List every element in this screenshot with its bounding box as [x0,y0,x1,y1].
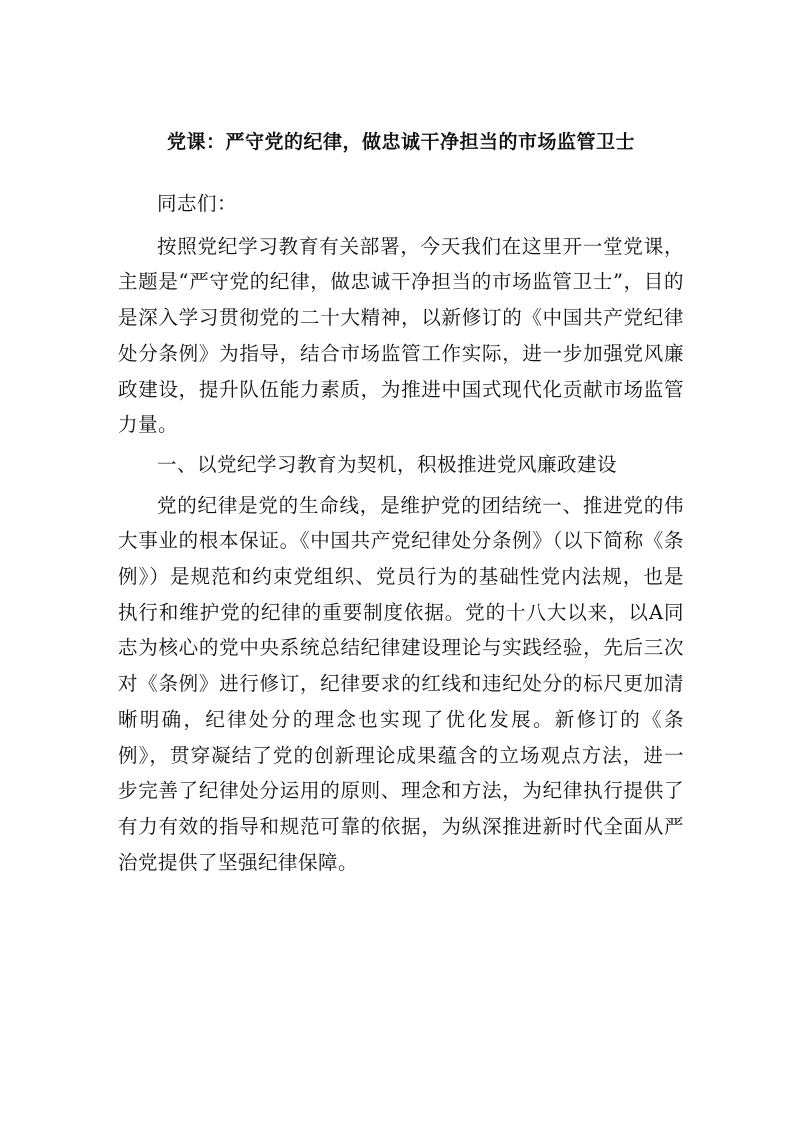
document-title: 党课：严守党的纪律，做忠诚干净担当的市场监管卫士 [166,131,635,153]
section-heading: 一、以党纪学习教育为契机，积极推进党风廉政建设 [157,452,618,476]
document-body [118,124,684,884]
body-paragraph: 党的纪律是党的生命线，是维护党的团结统一、推进党的伟大事业的根本保证。《中国共产党纪律处分条例》（以下简称《条例》）是规范和约束党组织、党员行为的基础性党内法规，也是执行和维护党的纪律的重要制度依据。党的十八大以来，以A同志为核心的党中央系统总结纪律建设理论与实践经验，先后三次对《条例》进行修订，纪律要求的红线和违纪处分的标尺更加清晰明确，纪律处分的理念也实现了优化发展。新修订的《条例》，贯穿凝结了党的创新理论成果蕴含的立场观点方法，进一步完善了纪律处分运用的原则、理念和方法，为纪律执行提供了有力有效的指导和规范可靠的依据，为纵深推进新时代全面从严治党提供了坚强纪律保障。 [118,493,684,874]
intro-paragraph: 按照党纪学习教育有关部署，今天我们在这里开一堂党课，主题是“严守党的纪律，做忠诚干净担当的市场监管卫士”，目的是深入学习贯彻党的二十大精神，以新修订的《中国共产党纪律处分条例》为指导，结合市场监管工作实际，进一步加强党风廉政建设，提升队伍能力素质，为推进中国式现代化贡献市场监管力量。 [118,234,684,437]
salutation: 同志们： [157,192,238,215]
